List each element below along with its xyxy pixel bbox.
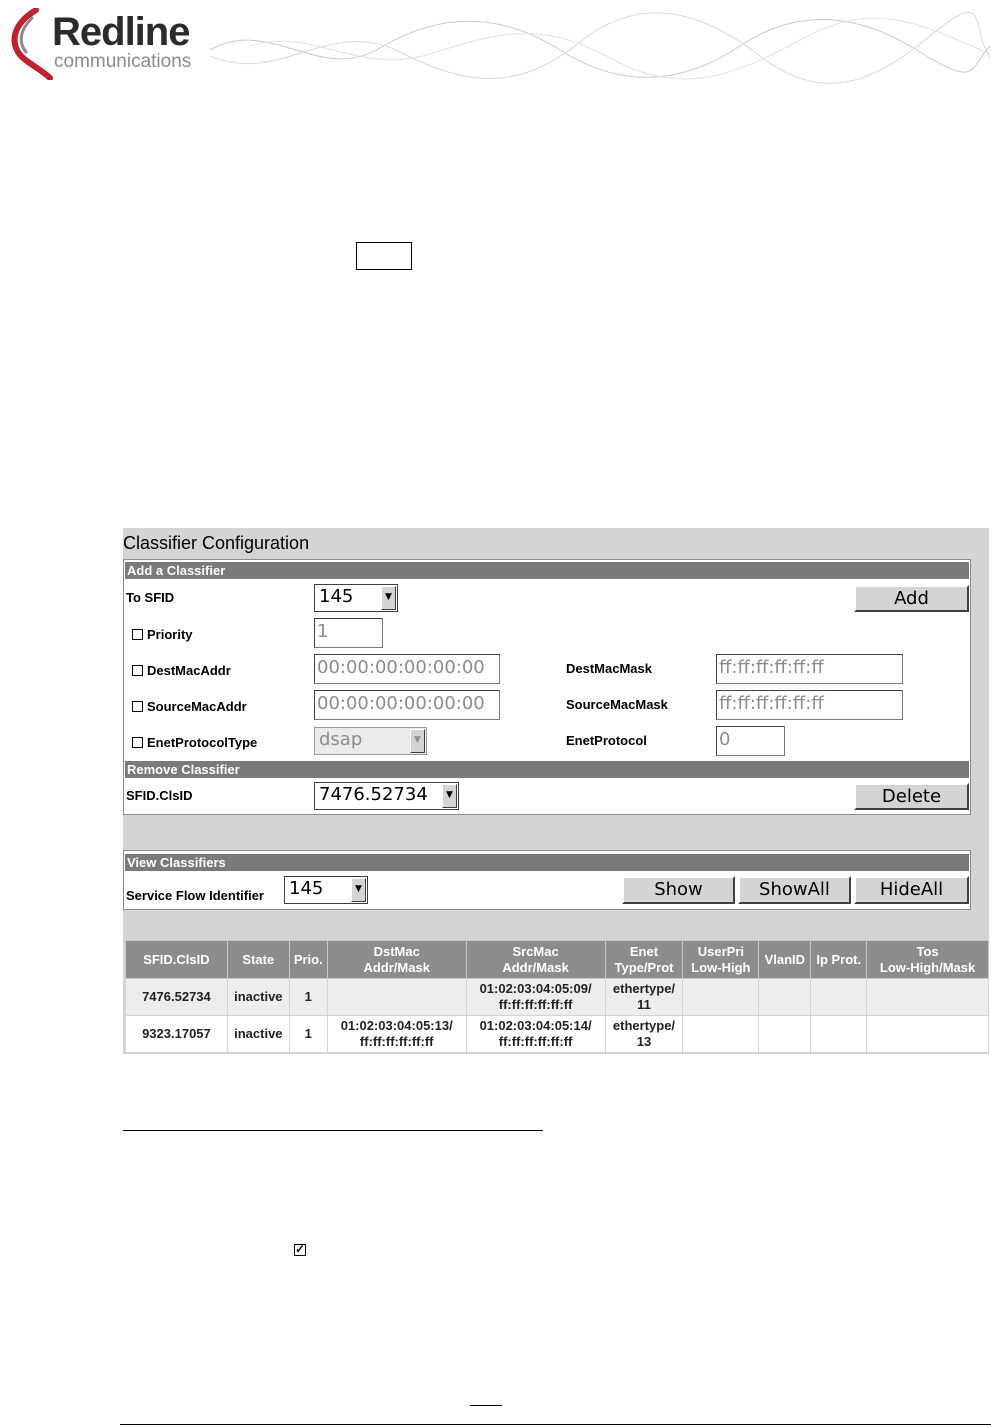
table-body	[126, 979, 989, 1053]
logo-swirl-icon	[6, 8, 56, 80]
enet-type-checkbox[interactable]	[132, 737, 143, 748]
table-cell	[811, 979, 867, 1016]
add-button[interactable]: Add	[854, 585, 969, 612]
column-header-text: Low-High/Mask	[879, 959, 976, 975]
view-classifiers-header: View Classifiers	[125, 854, 969, 871]
table-cell-text: ff:ff:ff:ff:ff:ff	[498, 1034, 573, 1049]
enet-type-option	[132, 735, 257, 751]
classifier-configuration-panel	[123, 528, 989, 1054]
classifier-table	[125, 940, 989, 1053]
src-mac-option	[132, 699, 247, 715]
column-header-text: Tos	[916, 943, 939, 959]
table-cell	[227, 1016, 289, 1053]
table-cell	[466, 1016, 605, 1053]
table-cell	[289, 979, 327, 1016]
enet-type-label: EnetProtocolType	[147, 735, 258, 750]
column-header-text: State	[242, 951, 275, 967]
table-cell-text: ff:ff:ff:ff:ff:ff	[359, 1034, 434, 1049]
column-header-text: SrcMac	[512, 943, 559, 959]
dest-mac-input[interactable]: 00:00:00:00:00:00	[314, 654, 500, 684]
chevron-down-icon: ▼	[381, 586, 396, 610]
table-cell	[327, 1016, 466, 1053]
table-cell-text: 7476.52734	[142, 989, 211, 1004]
table-cell	[126, 1016, 228, 1053]
table-cell-text: inactive	[234, 1026, 283, 1041]
table-cell-text: ethertype/	[612, 981, 676, 996]
src-mac-checkbox[interactable]	[132, 701, 143, 712]
src-mac-input[interactable]: 00:00:00:00:00:00	[314, 690, 500, 720]
add-classifier-header: Add a Classifier	[125, 562, 969, 579]
dest-mac-option	[132, 663, 231, 679]
table-cell-text: 01:02:03:04:05:13/	[340, 1018, 453, 1033]
column-header	[605, 941, 683, 979]
remove-classifier-header: Remove Classifier	[125, 761, 969, 778]
table-cell	[605, 1016, 683, 1053]
table-cell	[289, 1016, 327, 1053]
dest-mask-input[interactable]: ff:ff:ff:ff:ff:ff	[716, 654, 903, 684]
sfid-clsid-select[interactable]	[314, 782, 459, 810]
separator-rule	[123, 1130, 543, 1131]
table-cell	[867, 1016, 989, 1053]
showall-button[interactable]: ShowAll	[738, 876, 851, 904]
logo-subtitle: communications	[54, 51, 192, 72]
inline-button-figure	[356, 242, 412, 270]
enet-type-select[interactable]	[314, 727, 427, 755]
column-header-text: SFID.ClsID	[143, 951, 210, 967]
enet-proto-input[interactable]: 0	[716, 726, 785, 756]
enet-proto-label: EnetProtocol	[566, 733, 647, 748]
table-row	[126, 1016, 989, 1053]
column-header-text: DstMac	[373, 943, 420, 959]
table-cell-text: 01:02:03:04:05:09/	[479, 981, 592, 996]
table-cell	[605, 979, 683, 1016]
service-flow-select[interactable]	[284, 876, 368, 904]
sfid-clsid-label: SFID.ClsID	[126, 788, 193, 803]
table-cell	[327, 979, 466, 1016]
column-header	[289, 941, 327, 979]
to-sfid-value: 145	[319, 586, 354, 607]
table-cell-text: ethertype/	[612, 1018, 676, 1033]
table-cell-text: 01:02:03:04:05:14/	[479, 1018, 592, 1033]
header-wave-decoration	[210, 6, 990, 90]
priority-label: Priority	[147, 627, 193, 642]
dest-mac-checkbox[interactable]	[132, 665, 143, 676]
chevron-down-icon: ▼	[351, 878, 366, 902]
src-mask-label: SourceMacMask	[566, 697, 668, 712]
column-header-text: Addr/Mask	[502, 959, 569, 975]
column-header-text: VlanID	[764, 951, 806, 967]
priority-option	[132, 627, 193, 643]
footer-rule	[120, 1424, 991, 1425]
table-cell	[683, 1016, 759, 1053]
column-header-text: Low-High	[691, 959, 751, 975]
delete-button[interactable]: Delete	[854, 783, 969, 810]
chevron-down-icon: ▼	[410, 729, 425, 753]
to-sfid-label: To SFID	[126, 590, 175, 605]
src-mask-input[interactable]: ff:ff:ff:ff:ff:ff	[716, 690, 903, 720]
table-row	[126, 979, 989, 1016]
column-header	[327, 941, 466, 979]
to-sfid-select[interactable]	[314, 584, 398, 612]
table-cell	[126, 979, 228, 1016]
chevron-down-icon: ▼	[442, 784, 457, 808]
table-cell	[683, 979, 759, 1016]
table-cell-text: 9323.17057	[142, 1026, 211, 1041]
table-cell-text: 1	[304, 1026, 312, 1041]
logo-wordmark: Redline	[52, 10, 190, 54]
table-cell-text: 11	[637, 997, 651, 1012]
panel-title: Classifier Configuration	[123, 533, 310, 553]
table-cell	[811, 1016, 867, 1053]
table-cell-text: 13	[636, 1034, 652, 1049]
sfid-clsid-value: 7476.52734	[319, 784, 428, 805]
dest-mac-label: DestMacAddr	[147, 663, 231, 678]
checked-checkbox-figure: ✓	[295, 1242, 306, 1256]
column-header	[683, 941, 759, 979]
column-header-text: Addr/Mask	[363, 959, 430, 975]
column-header-text: UserPri	[697, 943, 745, 959]
table-cell	[759, 979, 811, 1016]
show-button[interactable]: Show	[622, 876, 735, 904]
table-cell-text: ff:ff:ff:ff:ff:ff	[498, 997, 573, 1012]
table-cell	[759, 1016, 811, 1053]
hideall-button[interactable]: HideAll	[854, 876, 969, 904]
column-header-text: Enet	[629, 943, 659, 959]
table-cell	[227, 979, 289, 1016]
table-header-row	[126, 941, 989, 979]
view-classifiers-group	[123, 850, 971, 910]
column-header	[227, 941, 289, 979]
table-cell	[466, 979, 605, 1016]
src-mac-label: SourceMacAddr	[147, 699, 247, 714]
column-header-text: Ip Prot.	[816, 951, 862, 967]
add-remove-group	[123, 559, 971, 815]
service-flow-value: 145	[289, 878, 324, 899]
service-flow-label: Service Flow Identifier	[126, 888, 264, 903]
column-header	[126, 941, 228, 979]
column-header-text: Prio.	[293, 951, 323, 967]
column-header	[867, 941, 989, 979]
column-header	[811, 941, 867, 979]
page-number-rule	[470, 1405, 502, 1406]
column-header	[759, 941, 811, 979]
priority-checkbox[interactable]	[132, 629, 143, 640]
table-cell-text: inactive	[234, 989, 283, 1004]
enet-type-value: dsap	[319, 729, 363, 750]
priority-input[interactable]: 1	[314, 618, 383, 648]
table-cell-text: 1	[304, 989, 312, 1004]
table-cell	[867, 979, 989, 1016]
column-header	[466, 941, 605, 979]
dest-mask-label: DestMacMask	[566, 661, 652, 676]
column-header-text: Type/Prot	[614, 959, 674, 975]
